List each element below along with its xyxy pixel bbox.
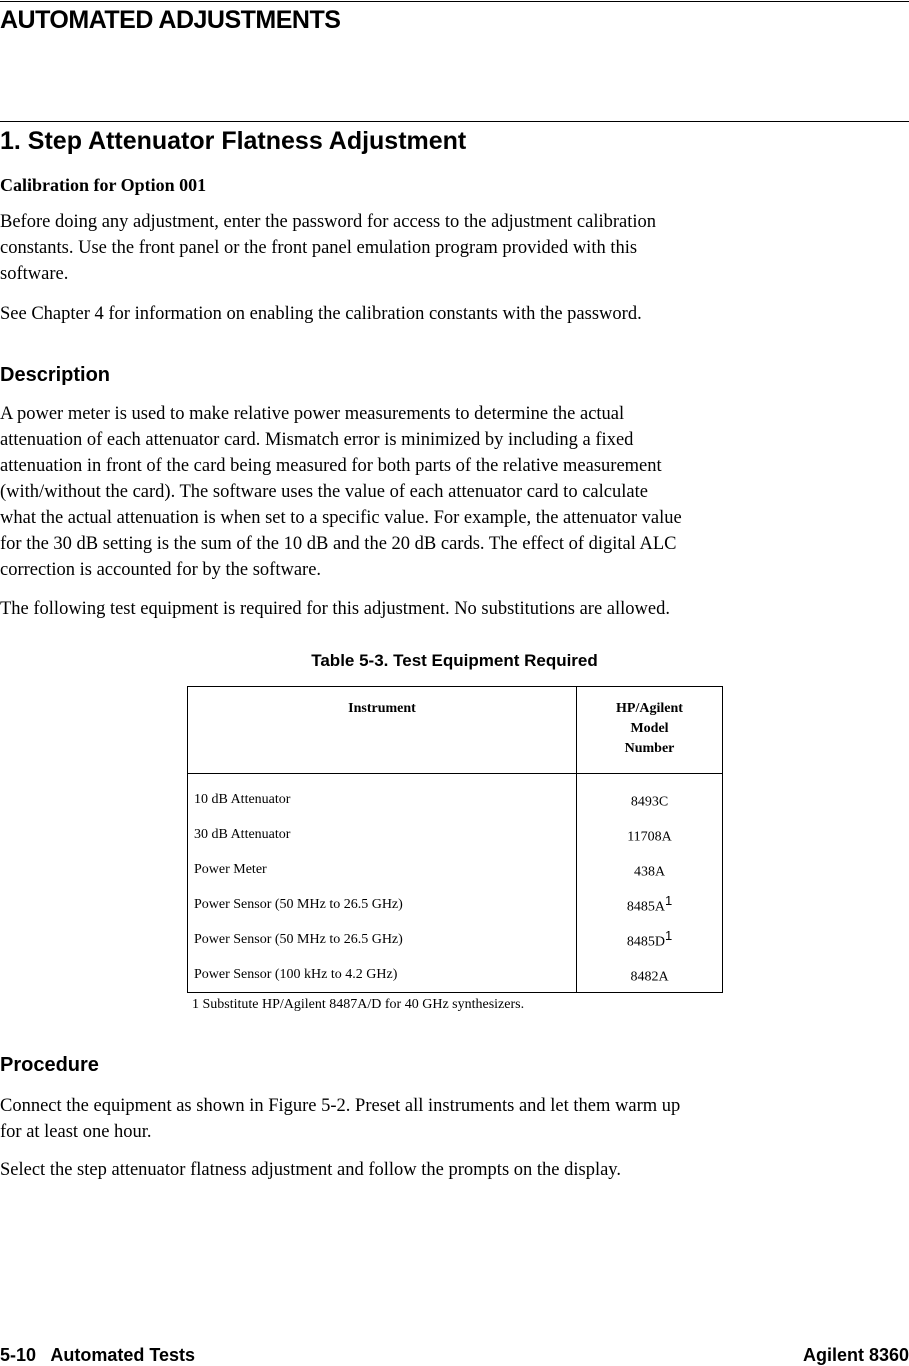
line: software.: [0, 264, 69, 284]
footer-page-label: 5-10 Automated Tests: [0, 1345, 196, 1365]
footnote-ref: 1: [664, 928, 673, 944]
instrument-cell: Power Sensor (100 kHz to 4.2 GHz): [188, 957, 577, 993]
model-number: 8485A: [626, 899, 665, 915]
intro-paragraph-1: [0, 209, 656, 287]
header-model-number: [577, 687, 723, 774]
instrument-cell: 30 dB Attenuator: [188, 817, 577, 852]
table-row: [188, 922, 723, 957]
table-row: [188, 957, 723, 993]
line: for at least one hour.: [0, 1122, 152, 1142]
model-number: 438A: [633, 864, 666, 880]
line: The following test equipment is required for this adjustment. No substitutions are allowed.: [0, 599, 670, 619]
intro-paragraph-2: [0, 301, 642, 327]
procedure-paragraph-2: [0, 1157, 621, 1183]
footer-product: Agilent 8360: [802, 1345, 909, 1365]
header-line: Model: [630, 721, 669, 736]
line: Before doing any adjustment, enter the password for access to the adjustment calibration: [0, 212, 657, 232]
header-line: HP/Agilent: [616, 701, 683, 716]
model-cell: [577, 957, 723, 993]
line: correction is accounted for by the software.: [0, 560, 322, 580]
model-cell: [577, 922, 723, 957]
table-row: [188, 852, 723, 887]
equipment-table: [187, 686, 723, 993]
section-rule: [0, 121, 909, 122]
model-number: 11708A: [627, 829, 672, 845]
model-number: 8482A: [630, 969, 669, 985]
section-title: 1. Step Attenuator Flatness Adjustment: [0, 127, 467, 155]
table-footnote: 1 Substitute HP/Agilent 8487A/D for 40 GHz synthesizers.: [192, 997, 525, 1012]
line: attenuation in front of the card being measured for both parts of the relative measurement: [0, 456, 662, 476]
model-cell: [577, 817, 723, 852]
table-row: [188, 887, 723, 922]
line: See Chapter 4 for information on enabling the calibration constants with the password.: [0, 304, 642, 324]
description-heading: Description: [0, 364, 111, 386]
model-number: 8485D: [626, 934, 665, 950]
instrument-cell: Power Sensor (50 MHz to 26.5 GHz): [188, 922, 577, 957]
model-number: 8493C: [630, 794, 669, 810]
instrument-cell: Power Sensor (50 MHz to 26.5 GHz): [188, 887, 577, 922]
model-cell: [577, 774, 723, 818]
line: what the actual attenuation is when set to a specific value. For example, the attenuator value: [0, 508, 682, 528]
chapter-title: AUTOMATED ADJUSTMENTS: [0, 6, 341, 34]
instrument-cell: 10 dB Attenuator: [188, 774, 577, 818]
line: A power meter is used to make relative power measurements to determine the actual: [0, 404, 625, 424]
line: (with/without the card). The software uses the value of each attenuator card to calculate: [0, 482, 648, 502]
header-line: Number: [624, 741, 675, 756]
header-instrument: Instrument: [188, 687, 577, 774]
table-caption: Table 5-3. Test Equipment Required: [311, 651, 598, 670]
top-rule: [0, 1, 909, 2]
model-cell: [577, 887, 723, 922]
subtitle: Calibration for Option 001: [0, 175, 207, 195]
line: Select the step attenuator flatness adjustment and follow the prompts on the display.: [0, 1160, 621, 1180]
table-row: [188, 774, 723, 818]
line: attenuation of each attenuator card. Mismatch error is minimized by including a fixed: [0, 430, 634, 450]
model-cell: [577, 852, 723, 887]
footnote-ref: 1: [664, 893, 673, 909]
instrument-cell: Power Meter: [188, 852, 577, 887]
description-paragraph-1: [0, 401, 682, 583]
table-row: [188, 817, 723, 852]
line: Connect the equipment as shown in Figure 5-2. Preset all instruments and let them warm up: [0, 1096, 681, 1116]
line: constants. Use the front panel or the front panel emulation program provided with this: [0, 238, 638, 258]
description-paragraph-2: [0, 596, 670, 622]
line: for the 30 dB setting is the sum of the 10 dB and the 20 dB cards. The effect of digital ALC: [0, 534, 677, 554]
procedure-heading: Procedure: [0, 1054, 99, 1076]
procedure-paragraph-1: [0, 1093, 680, 1145]
